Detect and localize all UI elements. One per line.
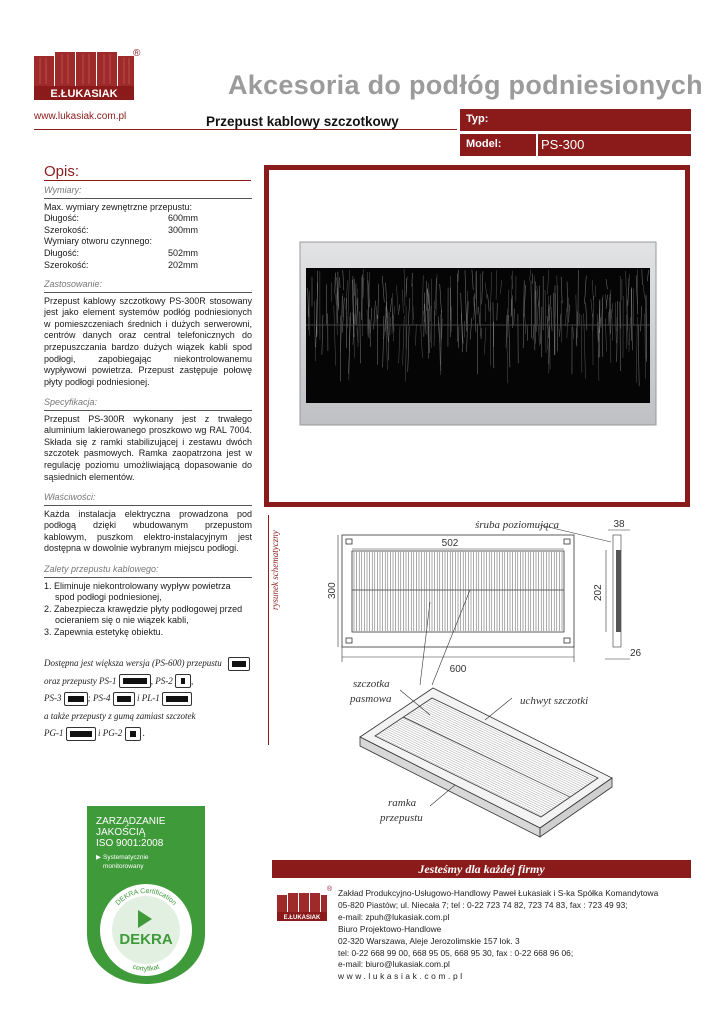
- cert-note-2: monitorowany: [103, 863, 144, 870]
- dimension-600: 600: [449, 664, 467, 675]
- dimension-value: 202mm: [168, 259, 199, 270]
- spec-separator: [536, 134, 538, 156]
- dimension-label: Szerokość:: [44, 259, 89, 270]
- properties-heading: Właściwości:: [44, 492, 252, 506]
- brush-hatching: [354, 552, 562, 631]
- availability-text: ; PS-4: [87, 693, 111, 703]
- iso-certificate-badge: [87, 806, 205, 986]
- company-url[interactable]: www.lukasiak.com.pl: [34, 111, 127, 122]
- dimension-row: [44, 260, 252, 272]
- spec-model-row: [460, 134, 691, 156]
- footer-line: 05-820 Piastów; ul. Niecała 7; tel : 0-22 723 74 82, 723 74 83, fax : 723 49 93;: [338, 899, 628, 910]
- dimension-value: 600mm: [168, 213, 199, 224]
- advantages-heading: Zalety przepustu kablowego:: [44, 564, 252, 578]
- opening-dimensions-heading: Wymiary otworu czynnego:: [44, 236, 152, 247]
- registered-mark: ®: [133, 48, 141, 59]
- footer-line: 02-320 Warszawa, Aleje Jerozolimskie 157 lok. 3: [338, 935, 520, 946]
- list-item: 3. Zapewnia estetykę obiektu.: [44, 626, 164, 637]
- technical-drawing: [280, 510, 700, 850]
- cert-line-1: ZARZĄDZANIE: [96, 816, 166, 827]
- holder-label: uchwyt szczotki: [520, 695, 589, 707]
- cert-note-1: Systematycznie: [103, 854, 149, 861]
- model-value: PS-300: [541, 137, 585, 152]
- dimension-label: Długość:: [44, 247, 80, 258]
- outer-dimensions-heading: Max. wymiary zewnętrzne przepustu:: [44, 201, 193, 212]
- dimensions-section: [44, 185, 252, 271]
- spec-table: [460, 109, 691, 156]
- availability-text: PS-3: [44, 693, 62, 703]
- schematic-label: rysunek schematyczny: [270, 530, 280, 610]
- footer-banner: [272, 860, 691, 878]
- product-photo: [269, 170, 685, 502]
- description-title: Opis:: [44, 163, 80, 180]
- availability-text: i PG-2: [98, 728, 123, 738]
- specification-text: Przepust PS-300R wykonany jest z trwałego aluminium lakierowanego proszkowo wg RAL 7004. Składa się z ramki stabilizującej i zestawu dwóch szczotek pasmowych. Ramka zaopatrzona jest w regulację poziomu umożliwiającą dopasowanie do sąsiednich elementów.: [44, 413, 252, 482]
- dimension-row: [44, 213, 252, 225]
- dimension-300: 300: [327, 582, 338, 599]
- type-label: Typ:: [466, 113, 489, 125]
- ps4-thumbnail: [113, 692, 135, 706]
- ps3-thumbnail: [64, 692, 88, 706]
- dimension-value: 502mm: [168, 247, 199, 258]
- availability-text: oraz przepusty PS-1: [44, 675, 117, 686]
- ps2-thumbnail: [175, 674, 194, 688]
- availability-text: Dostępna jest większa wersja (PS-600) przepustu: [44, 658, 222, 668]
- availability-text: i PL-1: [137, 693, 160, 703]
- footer-line: Biuro Projektowo-Handlowe: [338, 923, 442, 934]
- leveling-screw-label: śruba poziomująca: [475, 519, 560, 531]
- pl1-thumbnail: [162, 692, 192, 706]
- model-label: Model:: [466, 138, 502, 150]
- application-text: Przepust kablowy szczotkowy PS-300R stosowany jest jako element systemów podłóg podniesionych w pomieszczeniach średnich i dużych serwerowni, centrów danych oraz central telefonicznych do przepuszczania bardzo dużych wiązek kabli spod podłogi, zapobiegając niekontrolowanemu wypływowi powietrza. Przepust zastępuje połowę płyty podłogi podniesionej.: [44, 295, 252, 387]
- properties-text: Każda instalacja elektryczna prowadzona pod podłogą dzięki wbudowanym przepustom kablowym, puszkom elektro-instalacyjnym jest dostępna w dowolnie wybranym miejscu podłogi.: [44, 508, 252, 554]
- availability-text: PG-1: [44, 728, 64, 738]
- company-logo: [32, 50, 136, 104]
- page-title: Akcesoria do podłóg podniesionych: [228, 70, 703, 100]
- schematic-divider: [268, 515, 269, 745]
- availability-line: [44, 690, 254, 708]
- brush-label-2: pasmowa: [350, 693, 392, 705]
- dimension-value: 300mm: [168, 224, 199, 235]
- cert-line-2: JAKOŚCIĄ: [96, 827, 146, 838]
- cert-line-3: ISO 9001:2008: [96, 838, 164, 849]
- header-divider: [34, 129, 457, 130]
- footer-logo: [276, 892, 328, 922]
- dimension-38: 38: [613, 519, 625, 530]
- footer-logo-text: E.ŁUKASIAK: [283, 915, 321, 921]
- list-item: 2. Zabezpiecza krawędzie płyty podłogowej przed ocieraniem się o nie wiązek kabli,: [44, 603, 243, 626]
- availability-text: ,: [191, 675, 194, 686]
- footer-email[interactable]: e-mail: zpuh@lukasiak.com.pl: [338, 911, 450, 922]
- product-subtitle: Przepust kablowy szczotkowy: [206, 114, 399, 129]
- cert-ring-top: DEKRA Certification: [114, 887, 178, 907]
- footer-email[interactable]: e-mail: biuro@lukasiak.com.pl: [338, 959, 450, 970]
- application-heading: Zastosowanie:: [44, 279, 252, 293]
- description-divider: [44, 180, 251, 181]
- footer-banner-text: Jesteśmy dla każdej firmy: [418, 862, 545, 876]
- dimension-26: 26: [630, 648, 642, 659]
- footer-website[interactable]: www.lukasiak.com.pl: [338, 971, 465, 982]
- frame-label-2: przepustu: [380, 812, 423, 824]
- dimension-label: Szerokość:: [44, 224, 89, 235]
- brush-label-1: szczotka: [353, 678, 390, 690]
- list-item: 1. Eliminuje niekontrolowany wypływ powietrza spod podłogi podniesionej,: [44, 580, 231, 603]
- spec-type-row: [460, 109, 691, 131]
- cert-ring-bottom: certyfikat: [131, 963, 161, 974]
- advantages-list: [44, 581, 252, 639]
- advantages-section: [44, 564, 252, 639]
- availability-line: a także przepusty z gumą zamiast szczotek: [44, 710, 196, 721]
- dimensions-heading: Wymiary:: [44, 185, 252, 199]
- product-photo-frame: [264, 165, 690, 507]
- dimension-502: 502: [441, 538, 459, 549]
- availability-line: [44, 725, 254, 743]
- footer-line: Zakład Produkcyjno-Usługowo-Handlowy Paweł Łukasiak i S-ka Spółka Komandytowa: [338, 888, 659, 898]
- dimension-row: [44, 225, 252, 237]
- footer-registered-mark: ®: [327, 886, 333, 893]
- specification-heading: Specyfikacja:: [44, 397, 252, 411]
- dimension-202: 202: [593, 584, 604, 601]
- specification-section: [44, 397, 252, 483]
- footer-line: tel: 0-22 668 99 00, 668 95 05, 668 95 30, fax : 0-22 668 96 06;: [338, 947, 574, 958]
- availability-line: [44, 673, 254, 691]
- dimension-label: Długość:: [44, 213, 80, 224]
- pg2-thumbnail: [125, 727, 141, 741]
- ps1-thumbnail: [119, 674, 151, 688]
- pg1-thumbnail: [66, 727, 96, 741]
- availability-text: , PS-2: [150, 675, 173, 686]
- triangle-icon: ▶: [96, 854, 101, 861]
- logo-text: E.ŁUKASIAK: [50, 88, 118, 100]
- frame-label-1: ramka: [388, 797, 417, 809]
- availability-note: [44, 655, 254, 743]
- properties-section: [44, 492, 252, 555]
- application-section: [44, 279, 252, 388]
- cert-brand: DEKRA: [119, 931, 173, 948]
- ps600-thumbnail: [228, 657, 250, 671]
- availability-line: [44, 655, 254, 673]
- availability-text: .: [142, 728, 145, 738]
- footer-contact: [338, 888, 693, 983]
- dimension-row: [44, 248, 252, 260]
